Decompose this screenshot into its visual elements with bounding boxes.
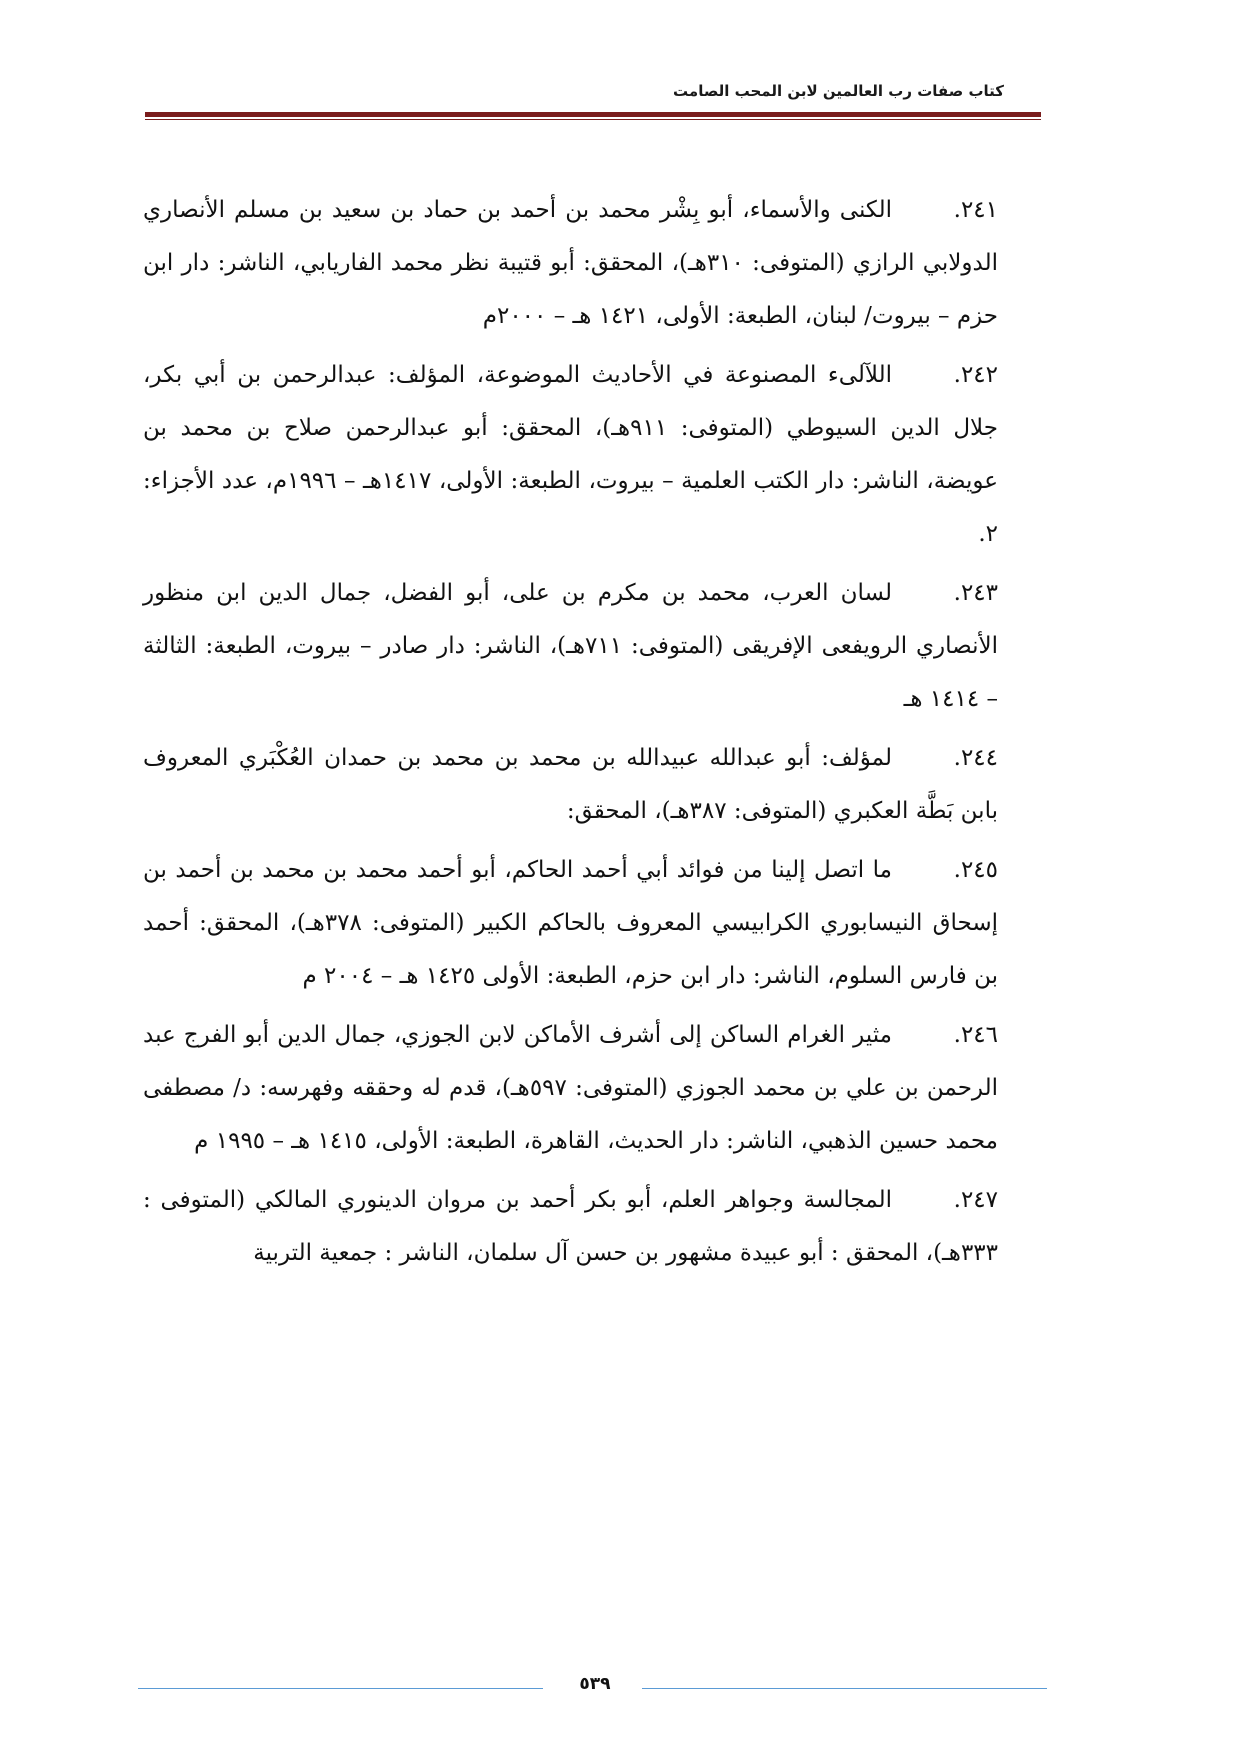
bibliography-entry xyxy=(143,1174,998,1280)
entry-number: ٢٤٢. xyxy=(953,362,998,388)
header-rule xyxy=(145,112,1041,117)
entry-text: ما اتصل إلينا من فوائد أبي أحمد الحاكم، أبو أحمد محمد بن محمد بن أحمد بن إسحاق النيسابوري الكرابيسي المعروف بالحاكم الكبير (المتوفى: ٣٧٨هـ)، المحقق: أحمد بن فارس السلوم، الناشر: دار ابن حزم، الطبعة: الأولى ١٤٢٥ هـ – ٢٠٠٤ م xyxy=(143,857,998,989)
entry-number: ٢٤٤. xyxy=(953,745,998,771)
bibliography-entry xyxy=(143,567,998,726)
footer-rule-right xyxy=(642,1688,1047,1689)
bibliography-list xyxy=(143,184,998,1286)
bibliography-entry xyxy=(143,844,998,1003)
running-header-title: كتاب صفات رب العالمين لابن المحب الصامت xyxy=(673,82,1004,100)
header-rule-thin xyxy=(145,119,1041,120)
bibliography-entry xyxy=(143,349,998,561)
entry-number: ٢٤١. xyxy=(953,197,998,223)
entry-text: الكنى والأسماء، أبو بِشْر محمد بن أحمد بن حماد بن سعيد بن مسلم الأنصاري الدولابي الرازي (المتوفى: ٣١٠هـ)، المحقق: أبو قتيبة نظر محمد الفاريابي، الناشر: دار ابن حزم – بيروت/ لبنان، الطبعة: الأولى، ١٤٢١ هـ – ٢٠٠٠م xyxy=(143,197,998,329)
bibliography-entry xyxy=(143,1009,998,1168)
entry-text: مثير الغرام الساكن إلى أشرف الأماكن لابن الجوزي، جمال الدين أبو الفرج عبد الرحمن بن علي بن محمد الجوزي (المتوفى: ٥٩٧هـ)، قدم له وحققه وفهرسه: د/ مصطفى محمد حسين الذهبي، الناشر: دار الحديث، القاهرة، الطبعة: الأولى، ١٤١٥ هـ – ١٩٩٥ م xyxy=(143,1022,998,1154)
entry-number: ٢٤٦. xyxy=(953,1022,998,1048)
page-number: ٥٣٩ xyxy=(579,1674,611,1694)
bibliography-entry xyxy=(143,732,998,838)
entry-text: المجالسة وجواهر العلم، أبو بكر أحمد بن مروان الدينوري المالكي (المتوفى : ٣٣٣هـ)، المحقق : أبو عبيدة مشهور بن حسن آل سلمان، الناشر : جمعية التربية xyxy=(143,1187,998,1266)
entry-number: ٢٤٥. xyxy=(953,857,998,883)
footer-rule-left xyxy=(138,1688,543,1689)
page-footer xyxy=(0,1674,1240,1704)
entry-text: لسان العرب، محمد بن مكرم بن على، أبو الفضل، جمال الدين ابن منظور الأنصاري الرويفعى الإفريقى (المتوفى: ٧١١هـ)، الناشر: دار صادر – بيروت، الطبعة: الثالثة – ١٤١٤ هـ xyxy=(143,580,998,712)
entry-text: اللآلىء المصنوعة في الأحاديث الموضوعة، المؤلف: عبدالرحمن بن أبي بكر، جلال الدين السيوطي (المتوفى: ٩١١هـ)، المحقق: أبو عبدالرحمن صلاح بن محمد بن عويضة، الناشر: دار الكتب العلمية – بيروت، الطبعة: الأولى، ١٤١٧هـ – ١٩٩٦م، عدد الأجزاء: ٢. xyxy=(143,362,998,547)
entry-text: لمؤلف: أبو عبدالله عبيدالله بن محمد بن محمد بن حمدان العُكْبَري المعروف بابن بَطَّة العكبري (المتوفى: ٣٨٧هـ)، المحقق: xyxy=(143,745,998,824)
entry-number: ٢٤٧. xyxy=(953,1187,998,1213)
bibliography-entry xyxy=(143,184,998,343)
entry-number: ٢٤٣. xyxy=(953,580,998,606)
